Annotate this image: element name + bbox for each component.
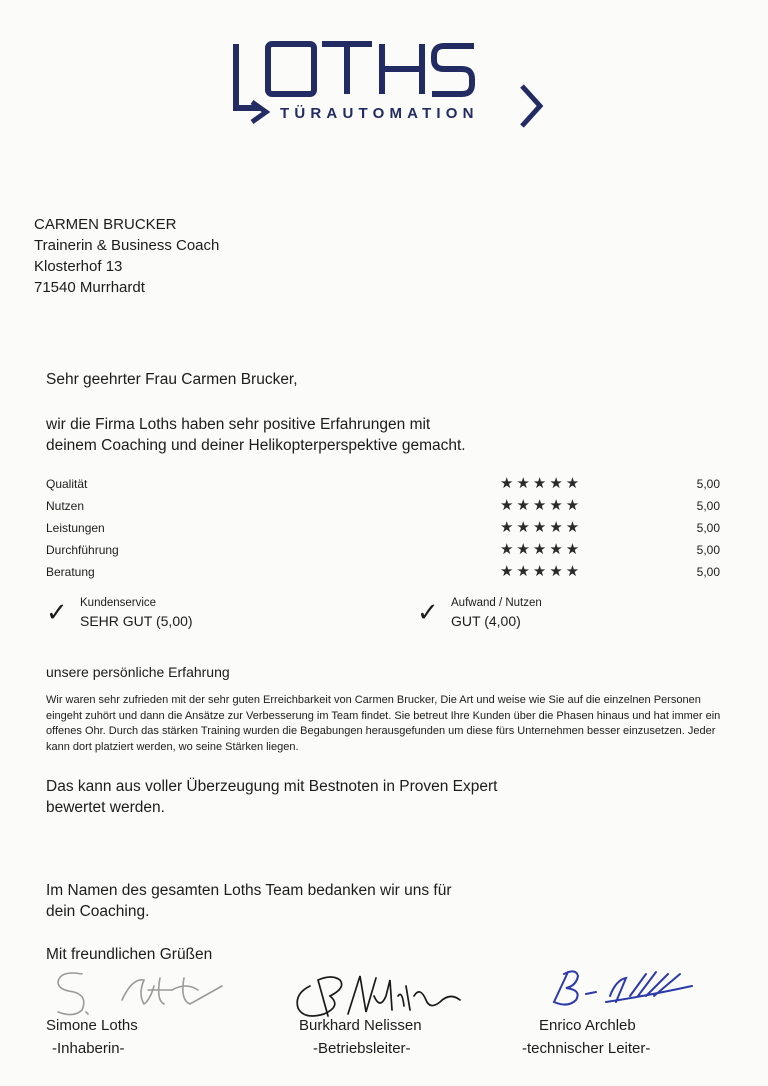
star-rating: ★★★★★	[500, 563, 583, 580]
signatory-name: Enrico Archleb	[539, 1017, 636, 1034]
signature-enrico-archleb	[546, 962, 706, 1018]
signatory-name: Simone Loths	[46, 1017, 138, 1034]
logo-letter-l	[236, 44, 260, 108]
rating-row	[46, 540, 726, 562]
checkmark-icon: ✓	[46, 597, 68, 627]
conclusion-line: bewertet werden.	[46, 799, 165, 816]
company-logo	[222, 30, 562, 130]
rating-value: 5,00	[696, 543, 720, 557]
logo-letter-s	[432, 46, 474, 94]
logo-letter-h	[382, 44, 422, 94]
logo-arrow-left	[252, 102, 266, 122]
recipient-address	[34, 214, 219, 298]
rating-row	[46, 474, 726, 496]
experience-heading: unsere persönliche Erfahrung	[46, 664, 230, 680]
conclusion-line: Das kann aus voller Überzeugung mit Bestnoten in Proven Expert	[46, 778, 498, 795]
rating-row	[46, 496, 726, 518]
experience-text: Wir waren sehr zufrieden mit der sehr guten Erreichbarkeit von Carmen Brucker, Die Art und weise wie Sie auf die einzelnen Personen eingeht zuhört und dann die Ansätze zur Verbesserung im Team findet. Sie betreut Ihre Kunden über die Phasen hinaus und hat immer ein offenes Ohr. Durch das stärken Training wurden die Begabungen herausgefunden um diese fürs Unternehmen besser einzusetzen. Jeder kann dort platziert werden, wo seine Stärken liegen.	[46, 694, 721, 753]
closing-phrase: Mit freundlichen Grüßen	[46, 946, 213, 963]
logo-letter-o	[268, 44, 314, 94]
signatory-role: -technischer Leiter-	[522, 1040, 651, 1057]
signatory-role: -Betriebsleiter-	[313, 1040, 411, 1057]
salutation: Sehr geehrter Frau Carmen Brucker,	[46, 371, 298, 388]
address-line: CARMEN BRUCKER	[34, 216, 177, 233]
logo-subtitle: TÜRAUTOMATION	[280, 105, 479, 122]
logo-arrow-right	[522, 86, 540, 126]
rating-value: 5,00	[696, 521, 720, 535]
thanks-line: dein Coaching.	[46, 903, 150, 920]
thanks-paragraph	[46, 880, 606, 922]
address-line: Klosterhof 13	[34, 258, 123, 275]
star-rating: ★★★★★	[500, 497, 583, 514]
logo-letter-t	[322, 44, 372, 94]
intro-paragraph	[46, 414, 606, 456]
summary-title: Kundenservice	[80, 597, 157, 609]
rating-value: 5,00	[696, 499, 720, 513]
rating-row	[46, 562, 726, 584]
summary-aufwand-nutzen	[417, 597, 637, 637]
star-rating: ★★★★★	[500, 475, 583, 492]
intro-line: deinem Coaching und deiner Helikopterperspektive gemacht.	[46, 437, 466, 454]
rating-label: Leistungen	[46, 521, 105, 535]
rating-value: 5,00	[696, 477, 720, 491]
summary-kundenservice	[46, 597, 266, 637]
star-rating: ★★★★★	[500, 541, 583, 558]
signatory-name: Burkhard Nelissen	[299, 1017, 422, 1034]
rating-label: Nutzen	[46, 499, 85, 513]
summary-result: GUT (4,00)	[451, 613, 521, 629]
rating-label: Beratung	[46, 565, 95, 579]
conclusion-paragraph	[46, 776, 626, 818]
intro-line: wir die Firma Loths haben sehr positive Erfahrungen mit	[46, 416, 431, 433]
checkmark-icon: ✓	[417, 597, 439, 627]
address-line: 71540 Murrhardt	[34, 279, 145, 296]
rating-row	[46, 518, 726, 540]
rating-label: Qualität	[46, 477, 88, 491]
thanks-line: Im Namen des gesamten Loths Team bedanken wir uns für	[46, 882, 452, 899]
summary-title: Aufwand / Nutzen	[451, 597, 542, 609]
summary-result: SEHR GUT (5,00)	[80, 613, 193, 629]
signatory-role: -Inhaberin-	[52, 1040, 125, 1057]
ratings-table	[46, 474, 726, 584]
star-rating: ★★★★★	[500, 519, 583, 536]
rating-value: 5,00	[696, 565, 720, 579]
address-line: Trainerin & Business Coach	[34, 237, 220, 254]
rating-label: Durchführung	[46, 543, 119, 557]
